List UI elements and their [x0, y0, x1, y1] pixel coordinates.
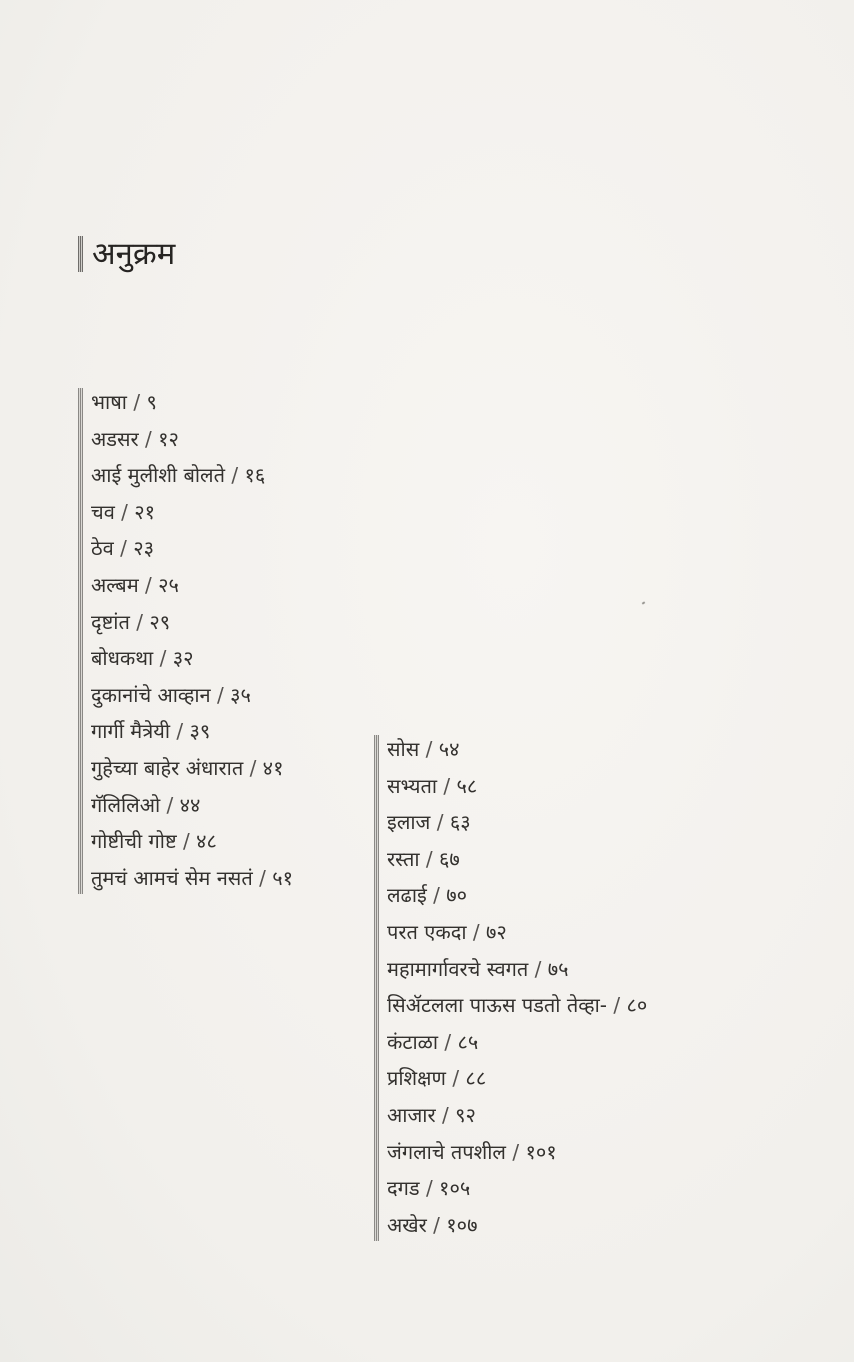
toc-entry — [91, 384, 293, 421]
toc-entry-page: ३९ — [189, 719, 211, 744]
toc-entry-title: परत एकदा — [387, 919, 467, 944]
toc-entry — [91, 750, 293, 787]
toc-entry-page: ५८ — [456, 773, 478, 798]
toc-separator: / — [225, 463, 245, 488]
column-rule-left — [78, 388, 83, 894]
toc-entry — [91, 530, 293, 567]
toc-separator: / — [252, 865, 273, 890]
toc-entry — [91, 677, 293, 714]
toc-entry — [387, 731, 647, 768]
toc-separator: / — [435, 1102, 456, 1127]
contents-column-right — [374, 731, 647, 1243]
toc-entry-title: सोस — [387, 737, 420, 761]
toc-entry — [91, 604, 293, 641]
toc-entry — [387, 914, 647, 951]
page-title: अनुक्रम — [92, 236, 176, 272]
toc-entry-page: ७० — [446, 883, 468, 908]
toc-entry — [387, 1024, 647, 1061]
toc-entry-title: गोष्टीची गोष्ट — [91, 829, 177, 854]
toc-entry-title: दगड — [387, 1176, 420, 1201]
toc-entry — [91, 823, 293, 860]
toc-entry-page: ६७ — [439, 846, 460, 871]
toc-entry-page: ९ — [146, 390, 157, 414]
toc-entry-page: ३२ — [172, 646, 194, 671]
toc-entry — [387, 1170, 647, 1207]
toc-entry-title: आजार — [387, 1102, 436, 1127]
toc-entry-title: सिॲटलला पाऊस पडतो तेव्हा- — [387, 993, 608, 1018]
toc-entry-title: गॅलिलिओ — [91, 792, 161, 817]
toc-separator: / — [430, 810, 450, 835]
toc-separator: / — [419, 1176, 440, 1201]
toc-separator: / — [438, 1029, 458, 1054]
toc-entry — [387, 1097, 647, 1134]
toc-entry-title: भाषा — [91, 390, 127, 414]
toc-separator: / — [437, 773, 457, 798]
toc-entry-page: ५४ — [438, 737, 460, 761]
toc-separator: / — [126, 390, 147, 414]
toc-entry-page: २१ — [134, 499, 156, 524]
toc-entry — [91, 494, 293, 531]
toc-separator: / — [160, 792, 180, 817]
toc-entry — [387, 1134, 647, 1171]
toc-entry-title: प्रशिक्षण — [387, 1066, 446, 1091]
toc-separator: / — [243, 755, 263, 780]
contents-column-left — [78, 384, 293, 896]
toc-separator: / — [419, 737, 439, 761]
toc-entry-title: जंगलाचे तपशील — [387, 1139, 506, 1164]
toc-entry-title: तुमचं आमचं सेम नसतं — [91, 865, 253, 890]
toc-entry — [91, 567, 293, 604]
toc-entry-page: २३ — [133, 536, 155, 561]
toc-entry-title: बोधकथा — [91, 646, 154, 671]
toc-entry-title: ठेव — [91, 536, 114, 561]
toc-separator: / — [176, 829, 197, 854]
column-rule-right — [374, 735, 379, 1241]
toc-entry-title: इलाज — [387, 810, 431, 835]
contents-heading — [78, 232, 175, 276]
toc-separator: / — [506, 1139, 526, 1164]
toc-entry — [387, 1060, 647, 1097]
heading-rule — [78, 236, 83, 272]
toc-entry — [91, 787, 293, 824]
toc-separator: / — [113, 536, 134, 561]
toc-separator: / — [210, 682, 231, 707]
toc-entry-title: रस्ता — [387, 846, 420, 871]
toc-entry-page: १०७ — [446, 1212, 478, 1237]
toc-entry-title: महामार्गावरचे स्वगत — [387, 956, 529, 981]
toc-entry-title: चव — [91, 499, 115, 524]
toc-entry — [387, 804, 647, 841]
toc-entry-page: ५१ — [272, 865, 293, 890]
contents-list-left — [91, 384, 293, 896]
toc-separator: / — [528, 956, 548, 981]
paper-speck — [642, 601, 646, 604]
toc-entry-title: लढाई — [387, 883, 427, 908]
toc-entry — [91, 421, 293, 458]
toc-entry-page: ८५ — [457, 1029, 479, 1054]
toc-entry — [91, 457, 293, 494]
toc-entry — [387, 768, 647, 805]
toc-separator: / — [138, 426, 159, 451]
toc-entry-page: ४८ — [196, 829, 217, 854]
toc-entry — [91, 713, 293, 750]
toc-separator: / — [138, 572, 159, 597]
toc-entry-title: गार्गी मैत्रेयी — [91, 719, 171, 744]
toc-entry-page: ४४ — [179, 792, 201, 817]
toc-separator: / — [153, 646, 173, 671]
toc-entry-page: १२ — [158, 426, 179, 451]
toc-separator: / — [426, 883, 447, 908]
toc-entry — [387, 841, 647, 878]
toc-separator: / — [114, 499, 135, 524]
toc-entry-page: २९ — [149, 609, 171, 634]
toc-entry — [91, 860, 293, 897]
toc-entry-page: ३५ — [230, 682, 251, 707]
toc-entry-title: कंटाळा — [387, 1029, 438, 1054]
toc-entry-title: सभ्यता — [387, 773, 438, 798]
toc-entry-page: ७५ — [547, 956, 569, 981]
toc-entry-page: १०५ — [439, 1176, 471, 1201]
toc-entry-title: अखेर — [387, 1212, 427, 1237]
toc-entry — [91, 640, 293, 677]
toc-entry-page: ७२ — [485, 919, 507, 944]
toc-entry-page: १०१ — [525, 1139, 557, 1164]
toc-entry-page: ८८ — [465, 1066, 487, 1091]
toc-entry-page: २५ — [158, 572, 179, 597]
toc-entry-page: ४१ — [262, 755, 284, 780]
toc-entry-page: १६ — [244, 463, 266, 488]
toc-separator: / — [445, 1066, 466, 1091]
toc-entry — [387, 1207, 647, 1244]
toc-separator: / — [466, 919, 486, 944]
toc-separator: / — [426, 1212, 447, 1237]
contents-list-right — [387, 731, 647, 1243]
toc-entry — [387, 987, 647, 1024]
toc-entry-title: अल्बम — [91, 572, 139, 597]
toc-entry-page: ८० — [626, 993, 648, 1018]
toc-entry — [387, 951, 647, 988]
toc-entry-title: दुकानांचे आव्हान — [91, 682, 211, 707]
toc-entry-page: ६३ — [449, 810, 471, 835]
toc-entry — [387, 877, 647, 914]
toc-separator: / — [419, 846, 439, 871]
toc-entry-title: दृष्टांत — [91, 609, 130, 634]
toc-separator: / — [607, 993, 627, 1018]
toc-separator: / — [129, 609, 150, 634]
toc-entry-title: अडसर — [91, 426, 139, 451]
toc-entry-title: गुहेच्या बाहेर अंधारात — [91, 755, 244, 780]
toc-separator: / — [170, 719, 190, 744]
toc-entry-title: आई मुलीशी बोलते — [91, 463, 226, 488]
toc-entry-page: ९२ — [455, 1102, 476, 1127]
